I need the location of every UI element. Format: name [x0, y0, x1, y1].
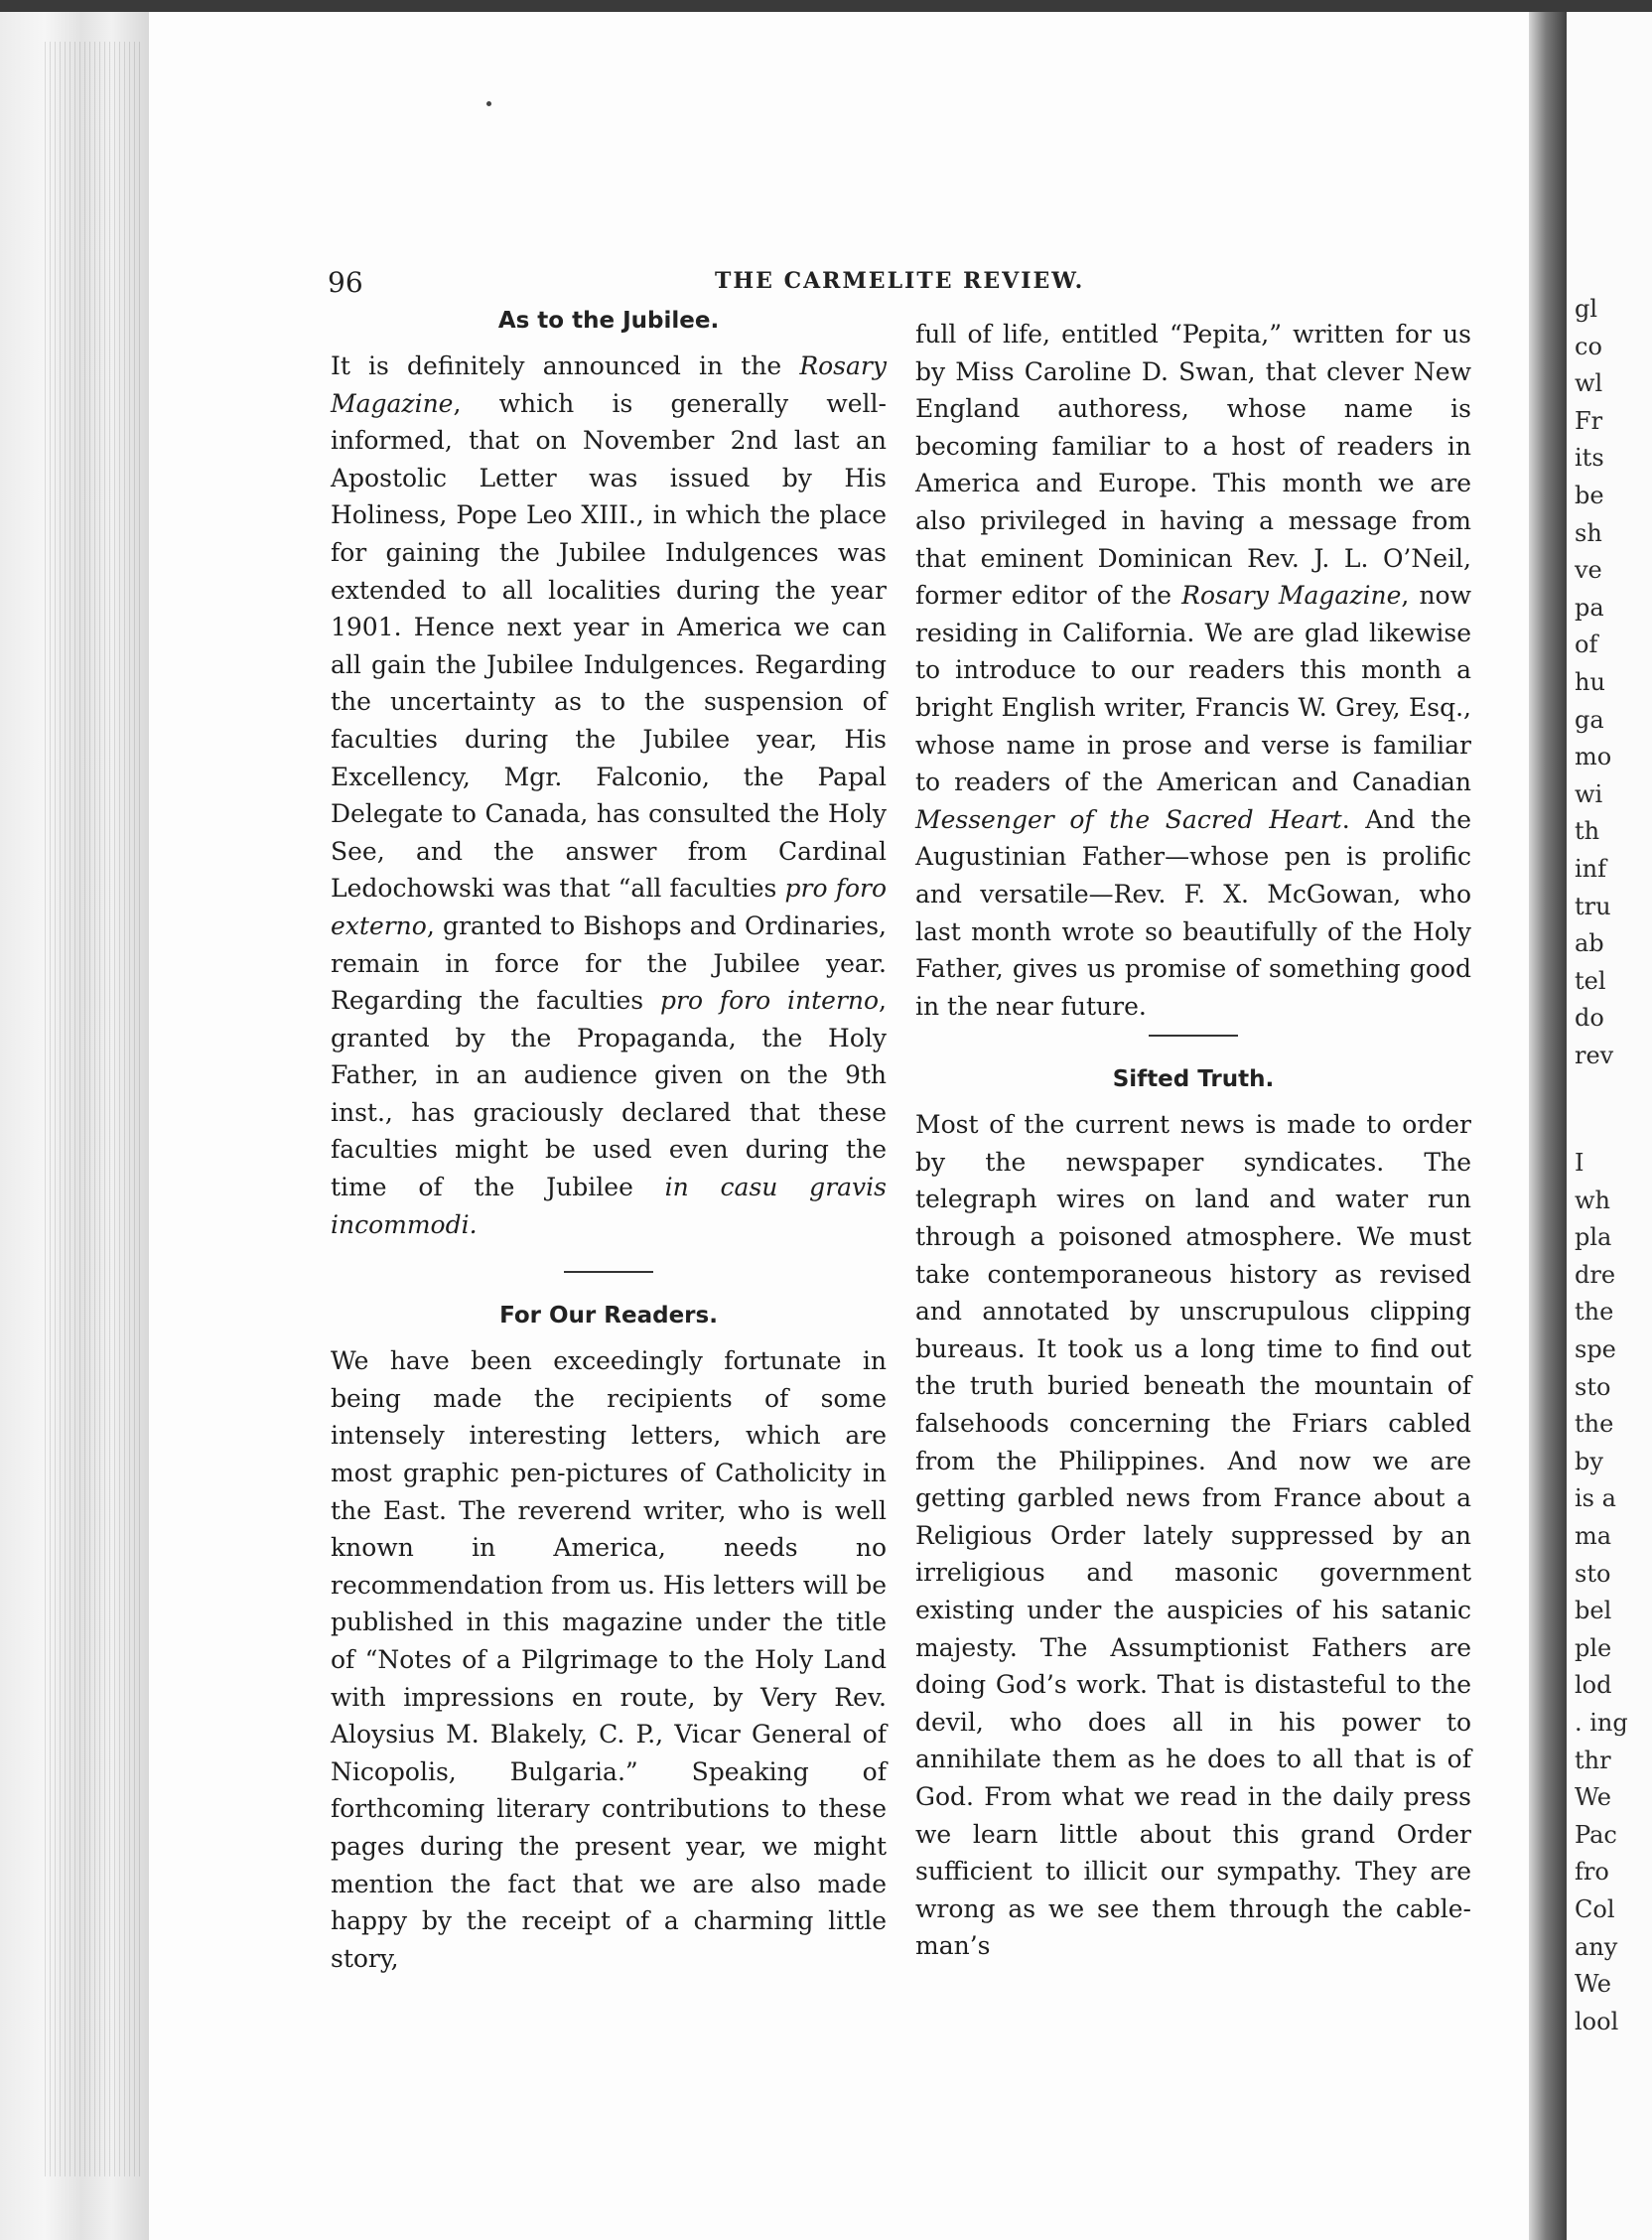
scan-top-bar — [0, 0, 1652, 12]
next-page-fragment: tel — [1575, 966, 1606, 995]
section-heading-sifted-truth: Sifted Truth. — [1112, 1066, 1275, 1093]
next-page-fragment: of — [1575, 630, 1598, 659]
text-run: full of life, entitled “Pepita,” written for us by Miss Caroline D. Swan, that clever New England authoress, whose name is becoming familiar to a host of readers in America and Europe. This month we are also privileged in having a message from that eminent Dominican Rev. J. L. O’Neil, former editor of the — [915, 320, 1471, 611]
next-page-fragment: its — [1575, 444, 1604, 473]
right-column — [915, 316, 1471, 1965]
italic-magazine-title: Messenger of the Sacred Heart — [915, 804, 1342, 834]
next-page-fragment: fro — [1575, 1858, 1609, 1887]
scan-speck — [486, 101, 491, 106]
next-page-fragment: wl — [1575, 369, 1603, 398]
next-page-fragment: We — [1575, 1970, 1611, 1999]
next-page-fragment: wi — [1575, 779, 1603, 808]
section-divider — [564, 1271, 653, 1273]
next-page-fragment: ga — [1575, 705, 1604, 734]
next-page-fragment: co — [1575, 332, 1602, 360]
next-page-fragment: pa — [1575, 593, 1604, 622]
italic-latin-phrase: in casu gravis incommodi. — [331, 1173, 887, 1239]
next-page-fragment: th — [1575, 817, 1600, 846]
italic-magazine-title: Rosary Magazine — [331, 351, 887, 418]
paragraph-jubilee — [331, 348, 887, 1243]
next-page-fragment: rev — [1575, 1042, 1614, 1069]
next-page-fragment: bel — [1575, 1597, 1612, 1625]
next-page-sliver — [1567, 12, 1652, 2240]
book-gutter-shadow — [1529, 12, 1567, 2240]
next-page-fragment: ab — [1575, 929, 1604, 958]
next-page-fragment: thr — [1575, 1746, 1611, 1774]
next-page-fragment: the — [1575, 1298, 1614, 1327]
text-run: , granted by the Propaganda, the Holy Father, in an audience given on the 9th inst., has graciously declared that these faculties might be used even during the time of the Jubilee — [331, 986, 887, 1202]
next-page-fragment: the — [1575, 1410, 1614, 1439]
next-page-fragment: We — [1575, 1783, 1611, 1812]
section-heading-jubilee: As to the Jubilee. — [497, 308, 720, 334]
paragraph-readers-continued — [915, 316, 1471, 1025]
text-run: , now residing in California. We are glad likewise to introduce to our readers this month a bright English writer, Francis W. Grey, Esq., whose name in prose and verse is familiar to readers of the American and Canadian — [915, 581, 1471, 797]
italic-latin-phrase: pro foro interno — [660, 986, 880, 1016]
section-heading-readers: For Our Readers. — [499, 1303, 718, 1330]
next-page-fragment: spe — [1575, 1335, 1616, 1363]
next-page-fragment: wh — [1575, 1186, 1610, 1214]
next-page-fragment: tru — [1575, 892, 1611, 920]
text-run: , granted to Bishops and Ordinaries, remain in force for the Jubilee year. Regarding the faculties — [331, 910, 887, 1016]
next-page-fragment: mo — [1575, 743, 1612, 771]
next-page-fragment: is a — [1575, 1484, 1616, 1513]
next-page-fragment: Fr — [1575, 406, 1603, 435]
running-head: THE CARMELITE REVIEW. — [715, 268, 1085, 294]
next-page-fragment: Pac — [1575, 1820, 1617, 1849]
next-page-fragment: any — [1575, 1932, 1618, 1961]
next-page-fragment: sh — [1575, 518, 1602, 547]
italic-magazine-title: Rosary Magazine — [1181, 581, 1402, 611]
page-number: 96 — [328, 266, 363, 299]
next-page-fragment: ple — [1575, 1633, 1612, 1662]
next-page-fragment: ve — [1575, 556, 1602, 585]
text-run: , which is generally well-informed, that on November 2nd last an Apostolic Letter was issued by His Holiness, Pope Leo XIII., in which the place for gaining the Jubilee Indulgences was extended to all localities during the year 1901. Hence next year in America we can all gain the Jubilee Indulgences. Regarding the uncertainty as to the suspension of faculties during the Jubilee year, His Excellency, Mgr. Falconio, the Papal Delegate to Canada, has consulted the Holy See, and the answer from Cardinal Ledochowski was that “all faculties — [331, 388, 887, 904]
next-page-fragment: Col — [1575, 1895, 1615, 1923]
paragraph-sifted-truth: Most of the current news is made to order by the newspaper syndicates. The telegraph wires on land and water run through a poisoned atmosphere. We must take contemporaneous history as revised and annotated by unscrupulous clipping bureaus. It took us a long time to find out the truth buried beneath the mountain of falsehoods concerning the Friars cabled from the Philippines. And now we are getting garbled news from France about a Religious Order lately suppressed by an irreligious and masonic government existing under the auspicies of his satanic majesty. The Assumptionist Fathers are doing God’s work. That is distasteful to the devil, who does all in his power to annihilate them as he does to all that is of God. From what we read in the daily press we learn little about this grand Order sufficient to illicit our sympathy. They are wrong as we see them through the cable-man’s — [915, 1110, 1471, 1961]
next-page-fragment: inf — [1575, 855, 1607, 883]
next-page-fragment: sto — [1575, 1372, 1611, 1401]
next-page-fragment: pla — [1575, 1223, 1612, 1252]
next-page-fragment: . ing — [1575, 1709, 1628, 1737]
next-page-fragment: do — [1575, 1004, 1604, 1033]
next-page-fragment: gl — [1575, 295, 1598, 323]
next-page-fragment: dre — [1575, 1260, 1616, 1289]
next-page-fragment: ma — [1575, 1522, 1612, 1550]
paragraph-readers: We have been exceedingly fortunate in being made the recipients of some intensely interesting letters, which are most graphic pen-pictures of Catholicity in the East. The reverend writer, who is well known in America, needs no recommendation from us. His letters will be published in this magazine under the title of “Notes of a Pilgrimage to the Holy Land with impressions en route, by Very Rev. Aloysius M. Blakely, C. P., Vicar General of Nicopolis, Bulgaria.” Speaking of forthcoming literary contributions to these pages during the present year, we might mention the fact that we are also made happy by the receipt of a charming little story, — [331, 1346, 887, 1973]
next-page-fragment: hu — [1575, 668, 1605, 696]
next-page-fragment: lool — [1575, 2007, 1619, 2035]
next-page-fragment: I — [1575, 1149, 1584, 1177]
page-edge-lines — [45, 42, 144, 2176]
left-column — [331, 308, 887, 1977]
next-page-fragment: by — [1575, 1447, 1603, 1475]
text-run: It is definitely announced in the — [331, 351, 800, 380]
next-page-fragment: lod — [1575, 1671, 1612, 1700]
next-page-fragment: be — [1575, 482, 1604, 509]
section-divider — [1149, 1035, 1238, 1037]
book-page-edges — [0, 12, 149, 2240]
text-run: . And the Augustinian Father—whose pen is prolific and versatile—Rev. F. X. McGowan, who last month wrote so beautifully of the Holy Father, gives us promise of something good in the near future. — [915, 804, 1471, 1021]
next-page-fragment: sto — [1575, 1559, 1611, 1588]
italic-latin-phrase: pro foro externo — [331, 874, 888, 940]
